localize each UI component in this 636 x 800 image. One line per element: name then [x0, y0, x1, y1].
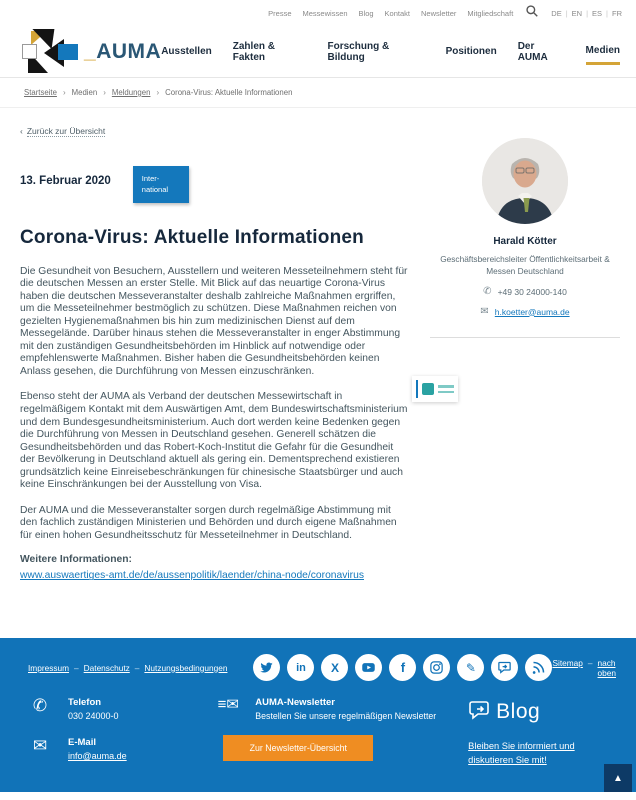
newsletter-icon: ≡✉ [217, 696, 239, 713]
article-date: 13. Februar 2020 [20, 175, 111, 187]
blog-link[interactable]: Bleiben Sie informiert und diskutieren Sie mit! [468, 741, 575, 765]
footer-link-sitemap[interactable]: Sitemap [552, 657, 583, 668]
nav-item-positionen[interactable]: Positionen [445, 46, 497, 57]
footer-link-nutzungsbedingungen[interactable]: Nutzungsbedingungen [144, 662, 228, 673]
main-nav [161, 35, 620, 69]
back-to-overview-link[interactable]: ‹ Zurück zur Übersicht [20, 126, 106, 136]
scroll-top-button[interactable] [604, 764, 632, 792]
nav-item-forschung-bildung[interactable]: Forschung & Bildung [327, 40, 390, 63]
social-button-pen[interactable] [457, 654, 484, 681]
social-button-rss[interactable] [525, 654, 552, 681]
language-option-es[interactable]: ES [592, 8, 603, 18]
more-info-link[interactable]: www.auswaertiges-amt.de/de/aussenpolitik/laender/china-node/coronavirus [20, 570, 364, 582]
pen-icon: ✎ [465, 660, 476, 675]
utility-links [268, 9, 513, 18]
breadcrumb [0, 78, 636, 108]
footer-link-nach-oben[interactable]: nach oben [597, 657, 616, 678]
share-icon[interactable] [422, 383, 434, 395]
language-option-de[interactable]: DE [551, 8, 562, 18]
language-separator: | [586, 8, 589, 18]
xing-icon: X [330, 660, 339, 675]
article-paragraph: Ebenso steht der AUMA als Verband der deutschen Messewirtschaft in regelmäßigem Kontakt mit dem Auswärtigen Amt, dem Bundeswirtschaftsministerium und dem Bundesgesundheitsministerium. Auch dort werden keine Bedenken gegen die Durchführung von Messen in Deutschland gesehen. Generell schätzen die Gesundheitsbehörden und das Robert-Koch-Institut die Gefahr für die Gesundheit der Bevölkerung in Deutschland aktuell als gering ein. Dementsprechend existieren grundsätzlich keine Einreisebeschränkungen für chinesische Staatsbürger und auch keine Einschränkungen bei der Ausstellung von Visa. [20, 391, 408, 491]
breadcrumb-separator: › [62, 88, 66, 97]
legal-links [28, 663, 227, 673]
footer-email: ✉ E-Mail info@auma.de [28, 737, 215, 761]
newsletter-overview-button[interactable]: Zur Newsletter-Übersicht [223, 735, 373, 761]
avatar [482, 138, 568, 224]
bottom-strip [0, 792, 636, 800]
phone-icon: ✆ [483, 286, 492, 298]
category-badge[interactable]: Inter- national [133, 166, 189, 203]
search-button[interactable] [525, 4, 539, 23]
footer-phone: ✆ Telefon 030 24000-0 [28, 697, 215, 721]
social-button-xing[interactable] [321, 654, 348, 681]
contact-sidebar [430, 138, 620, 338]
main-content [0, 108, 636, 636]
mail-icon: ✉ [32, 736, 48, 755]
utility-link-mitgliedschaft[interactable]: Mitgliedschaft [467, 8, 514, 18]
nav-item-ausstellen[interactable]: Ausstellen [161, 46, 212, 57]
breadcrumb-separator: › [103, 88, 106, 97]
nav-item-zahlen-fakten[interactable]: Zahlen & Fakten [232, 40, 275, 63]
language-option-fr[interactable]: FR [612, 8, 622, 18]
share-count [438, 385, 454, 393]
language-option-en[interactable]: EN [571, 8, 583, 18]
chevron-left-icon: ‹ [20, 126, 23, 136]
logo-mark-icon [20, 29, 78, 75]
article [20, 108, 408, 583]
search-icon [525, 4, 539, 23]
footer-email-link[interactable]: info@auma.de [68, 751, 127, 761]
social-button-speech-bubble[interactable] [491, 654, 518, 681]
youtube-icon [361, 660, 376, 675]
sidebar-divider [430, 337, 620, 338]
meta-separator: – [587, 657, 593, 668]
footer [0, 638, 636, 792]
header [0, 26, 636, 78]
utility-link-newsletter[interactable]: Newsletter [420, 8, 457, 18]
share-divider [416, 380, 418, 398]
social-button-facebook[interactable] [389, 654, 416, 681]
nav-item-der-auma[interactable]: Der AUMA [517, 40, 548, 63]
social-icons [253, 654, 552, 681]
footer-meta-links [552, 658, 616, 678]
instagram-icon [429, 660, 444, 675]
breadcrumb-item[interactable]: Meldungen [111, 88, 151, 97]
blog-bubble-icon [468, 697, 492, 726]
legal-separator: – [134, 662, 140, 673]
utility-link-presse[interactable]: Presse [268, 8, 292, 18]
logo[interactable] [20, 29, 161, 75]
facebook-icon: f [400, 660, 406, 675]
contact-email-link[interactable]: h.koetter@auma.de [494, 306, 570, 317]
linkedin-icon: in [296, 661, 306, 674]
blog-logo[interactable]: Blog [468, 697, 618, 726]
article-paragraph: Der AUMA und die Messeveranstalter sorgen durch regelmäßige Abstimmung mit den fachlich zuständigen Ministerien und Behörden und durch eigene Maßnahmen für einen hohen Gesundheitsschutz für Messeteilnehmer in Deutschland. [20, 504, 397, 541]
utility-link-kontakt[interactable]: Kontakt [384, 8, 410, 18]
social-button-youtube[interactable] [355, 654, 382, 681]
footer-top-row [0, 638, 636, 681]
social-button-instagram[interactable] [423, 654, 450, 681]
speech-bubble-icon [497, 660, 512, 675]
newsletter-title: AUMA-Newsletter [255, 697, 336, 708]
mail-icon: ✉ [480, 306, 489, 318]
contact-name: Harald Kötter [493, 236, 557, 247]
language-separator: | [565, 8, 568, 18]
newsletter-text: Bestellen Sie unsere regelmäßigen Newsletter [255, 711, 437, 721]
nav-item-medien[interactable]: Medien [586, 39, 620, 65]
breadcrumb-separator: › [156, 88, 160, 97]
footer-link-datenschutz[interactable]: Datenschutz [83, 662, 130, 673]
language-switcher [551, 9, 622, 18]
breadcrumb-item: Medien [71, 88, 98, 97]
social-button-linkedin[interactable] [287, 654, 314, 681]
legal-separator: – [74, 662, 79, 673]
footer-link-impressum[interactable]: Impressum [28, 662, 70, 673]
article-paragraph: Die Gesundheit von Besuchern, Ausstellern und weiteren Messeteilnehmern steht für die deutschen Messen an erster Stelle. Mit Blick auf das neuartige Corona-Virus haben die deutschen Messeveranstalter deshalb zahlreiche Maßnahmen ergriffen, um die Messeteilnehmer bestmöglich zu schützen. Diese Maßnahmen reichen von gezielten Hygienemaßnahmen bis hin zum medizinischen Dienst auf dem Messegelände. Darüber hinaus stehen die Messeveranstalter in enger Abstimmung mit den zuständigen Gesundheitsbehörden im Hinblick auf notwendige oder empfehlenswerte Maßnahmen. Bisher haben die Gesundheitsbehörden keinen Anlass gesehen, die Durchführung von Messen einzuschränken. [20, 265, 408, 377]
contact-phone: ✆ +49 30 24000-140 [483, 286, 567, 298]
social-button-twitter[interactable] [253, 654, 280, 681]
rss-icon [531, 660, 546, 675]
arrow-up-icon: ▲ [613, 772, 623, 784]
logo-text: _AUMA [84, 39, 162, 63]
language-separator: | [606, 8, 608, 18]
date-row [20, 166, 408, 203]
phone-icon: ✆ [32, 696, 48, 715]
contact-role: Geschäftsbereichsleiter Öffentlichkeitsarbeit & Messen Deutschland [440, 254, 610, 277]
breadcrumb-item: Corona-Virus: Aktuelle Informationen [165, 88, 293, 97]
breadcrumb-item[interactable]: Startseite [24, 88, 57, 97]
footer-newsletter-column [215, 697, 438, 777]
more-info-label: Weitere Informationen: [20, 554, 132, 566]
footer-contact-column [28, 697, 215, 777]
twitter-icon [259, 660, 274, 675]
footer-main-row [0, 681, 636, 777]
utility-link-messewissen[interactable]: Messewissen [302, 8, 348, 18]
contact-email [430, 306, 620, 317]
footer-blog-column [468, 697, 618, 777]
share-widget[interactable] [412, 376, 458, 402]
utility-link-blog[interactable]: Blog [358, 8, 374, 18]
utility-bar [0, 0, 636, 26]
page-title: Corona-Virus: Aktuelle Informationen [20, 226, 364, 248]
